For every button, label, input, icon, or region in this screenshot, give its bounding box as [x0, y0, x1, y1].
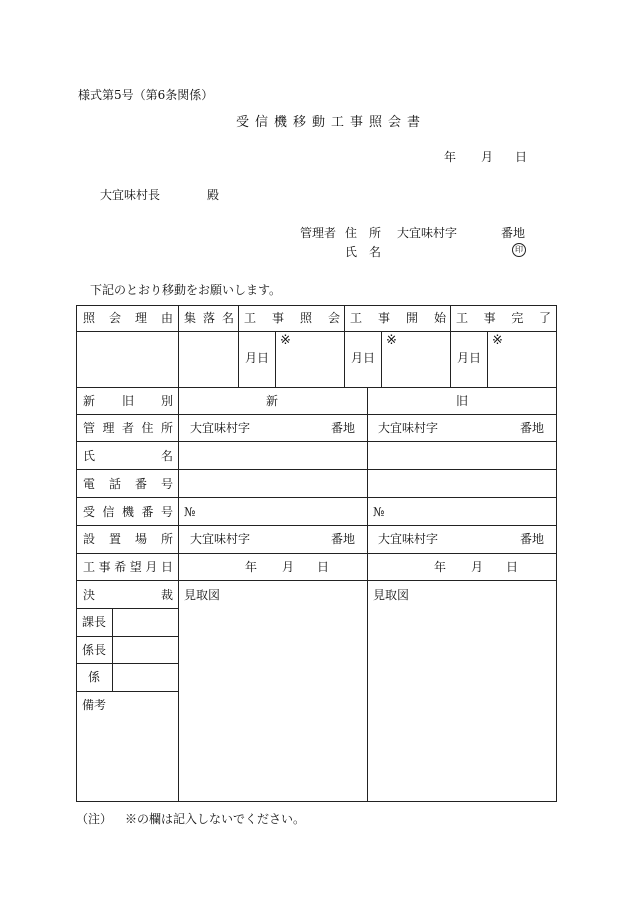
- date-day: 日: [515, 150, 528, 164]
- manager-role: 管理者: [300, 226, 337, 240]
- old-manager-village: 大宜味村字: [378, 421, 439, 435]
- new-desired-month: 月: [282, 560, 295, 574]
- header-village: 集 落 名: [184, 311, 234, 325]
- manager-name-label: 氏 名: [345, 245, 382, 259]
- inquiry-mark: ※: [280, 333, 291, 348]
- old-install-lot: 番地: [520, 532, 545, 546]
- complete-mark: ※: [492, 333, 503, 348]
- old-manager-lot: 番地: [520, 421, 545, 435]
- new-sketch-label: 見取図: [184, 588, 221, 602]
- old-sketch-label: 見取図: [373, 588, 410, 602]
- manager-address-label: 住 所: [345, 226, 382, 240]
- date-month: 月: [481, 150, 494, 164]
- new-manager-lot: 番地: [331, 421, 356, 435]
- new-old-label: 新 旧 別: [83, 394, 173, 408]
- new-receiver-no: №: [184, 505, 196, 519]
- new-label: 新: [266, 394, 279, 408]
- inquiry-month-day: 月日: [245, 351, 270, 365]
- receiver-no-label: 受 信 機 番 号: [83, 505, 173, 519]
- install-place-label: 設 置 場 所: [83, 532, 173, 546]
- header-complete: 工 事 完 了: [456, 311, 551, 325]
- form-number: 様式第5号（第6条関係）: [78, 88, 214, 102]
- honorific: 殿: [207, 188, 220, 202]
- approval-label: 決 裁: [83, 588, 173, 602]
- note-text: ※の欄は記入しないでください。: [125, 812, 306, 826]
- new-install-village: 大宜味村字: [190, 532, 251, 546]
- chief-label: 係長: [82, 643, 107, 657]
- header-reason: 照 会 理 由: [83, 311, 173, 325]
- form-title: 受信機移動工事照会書: [236, 115, 427, 130]
- remarks-label: 備考: [82, 698, 107, 712]
- desired-date-label: 工 事 希 望 月 日: [83, 560, 173, 574]
- date-year: 年: [444, 150, 457, 164]
- manager-lot: 番地: [501, 226, 526, 240]
- old-desired-year: 年: [434, 560, 447, 574]
- seal-mark: 印: [512, 243, 526, 257]
- staff-label: 係: [88, 670, 101, 684]
- new-desired-day: 日: [317, 560, 330, 574]
- old-install-village: 大宜味村字: [378, 532, 439, 546]
- name-row-label: 氏 名: [83, 449, 173, 463]
- note-prefix: （注）: [76, 812, 113, 826]
- start-mark: ※: [386, 333, 397, 348]
- header-start: 工 事 開 始: [350, 311, 446, 325]
- new-install-lot: 番地: [331, 532, 356, 546]
- old-desired-month: 月: [471, 560, 484, 574]
- manager-address-value: 大宜味村字: [397, 226, 458, 240]
- intro-text: 下記のとおり移動をお願いします。: [90, 283, 282, 297]
- new-manager-village: 大宜味村字: [190, 421, 251, 435]
- old-desired-day: 日: [506, 560, 519, 574]
- complete-month-day: 月日: [457, 351, 482, 365]
- addressee: 大宜味村長: [100, 188, 161, 202]
- manager-address-row-label: 管 理 者 住 所: [83, 421, 173, 435]
- start-month-day: 月日: [351, 351, 376, 365]
- old-label: 旧: [456, 394, 469, 408]
- section-chief-label: 課長: [82, 615, 107, 629]
- phone-row-label: 電 話 番 号: [83, 477, 173, 491]
- header-inquiry: 工 事 照 会: [244, 311, 340, 325]
- new-desired-year: 年: [245, 560, 258, 574]
- old-receiver-no: №: [373, 505, 385, 519]
